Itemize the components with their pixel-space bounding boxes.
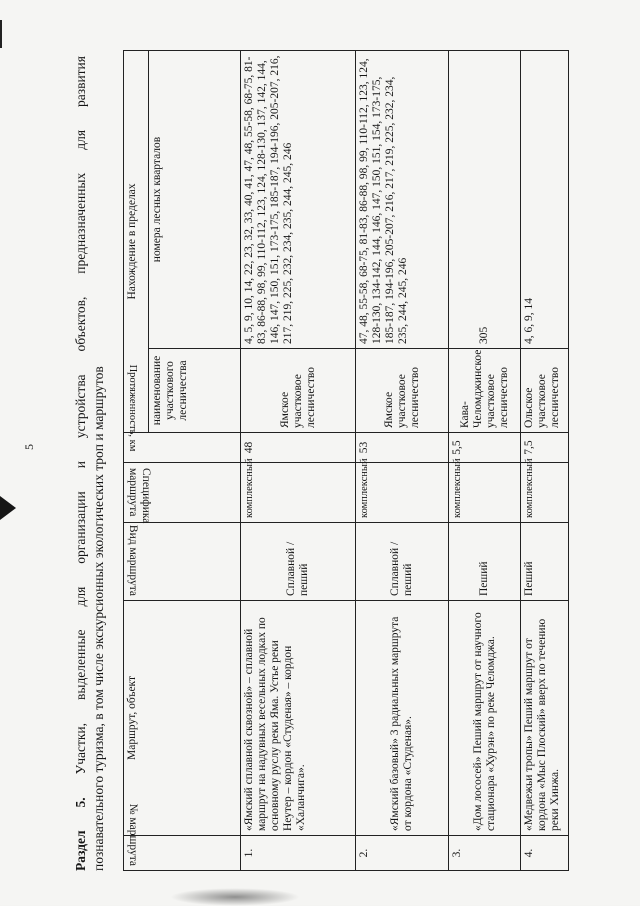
scan-edge-mark: [0, 20, 7, 48]
row-blocks: 305: [449, 51, 521, 349]
row-forestry: Ольское участковое лесничество: [521, 349, 569, 433]
table-row: [356, 51, 449, 871]
heading-text-1: Участки, выделенные для организации и устройства объектов, предназначенных для развития: [73, 56, 88, 775]
header-type: Вид маршрута: [124, 523, 241, 601]
page-number: 5: [22, 444, 36, 450]
row-length: 53: [356, 433, 449, 463]
heading-line-1: [72, 56, 90, 871]
row-spec: комплексный: [241, 463, 356, 523]
scan-smudge: [170, 888, 300, 906]
routes-table: [123, 50, 569, 871]
row-num: 3.: [449, 836, 521, 871]
section-label: Раздел 5.: [73, 797, 88, 871]
row-route: «Ямский сплавной сквозной» – сплавной маршрут на надувных весельных лодках по основному руслу реки Яма. Устье реки Неутер – кордон «Студеная» – кордон «Халанчига».: [241, 601, 356, 836]
header-blocks: номера лесных кварталов: [149, 51, 241, 349]
row-route: «Ямский базовый» 3 радиальных маршрута от кордона «Студеная».: [356, 601, 449, 836]
scan-arrow-mark: [0, 496, 16, 520]
row-length: 5,5: [449, 433, 521, 463]
header-route: Маршрут, объект: [124, 601, 241, 836]
header-forestry: наименование участкового лесничества: [149, 349, 241, 433]
heading-text-2: познавательного туризма, в том числе экскурсионных экологических троп и маршрутов: [91, 366, 106, 871]
row-type: Сплавной /пеший: [241, 523, 356, 601]
header-location: Нахождение в пределах: [124, 51, 149, 433]
table-row: [521, 51, 569, 871]
header-num: № маршрута: [124, 836, 241, 871]
row-type: Сплавной /пеший: [356, 523, 449, 601]
row-forestry: Ямское участковое лесничество: [356, 349, 449, 433]
row-spec: комплексный: [521, 463, 569, 523]
row-type: Пеший: [449, 523, 521, 601]
row-forestry: Ямское участковое лесничество: [241, 349, 356, 433]
row-num: 1.: [241, 836, 356, 871]
row-type: Пеший: [521, 523, 569, 601]
row-route: «Медвежьи тропы» Пеший маршрут от кордона «Мыс Плоский» вверх по течению реки Хинжа.: [521, 601, 569, 836]
row-route: «Дом лососей» Пеший маршрут от научного стационара «Хурэн» по реке Челомджа.: [449, 601, 521, 836]
row-length: 7,5: [521, 433, 569, 463]
row-blocks: 4, 5, 9, 10, 14, 22, 23, 32, 33, 40, 41, 47, 48, 55-58, 68-75, 81-83, 86-88, 98, 99, 110-112, 123, 124, 128-130, 137, 142, 144, 146, 147, 150, 151, 173-175, 185-187, 194-196, 205-207, 216, 217, 219, 225, 232, 234, 235, 244, 245, 246: [241, 51, 356, 349]
table-row: [241, 51, 356, 871]
row-length: 48: [241, 433, 356, 463]
header-spec: Специфика маршрута: [124, 463, 241, 523]
row-spec: комплексный: [356, 463, 449, 523]
row-forestry: Кава-Челомджинское участковое лесничество: [449, 349, 521, 433]
row-num: 2.: [356, 836, 449, 871]
header-row-1: [124, 51, 149, 871]
rotated-document: [20, 23, 560, 883]
row-blocks: 4, 6, 9, 14: [521, 51, 569, 349]
row-spec: комплексный: [449, 463, 521, 523]
row-blocks: 47, 48, 55-58, 68-75, 81-83, 86-88, 98, 99, 110-112, 123, 124, 128-130, 134-142, 144, 146, 147, 150, 151, 154, 173-175, 185-187, 194-196, 205-207, 216, 217, 219, 225, 232, 234, 235, 244, 245, 246: [356, 51, 449, 349]
row-num: 4.: [521, 836, 569, 871]
table-row: [449, 51, 521, 871]
header-length: Протяженность, км: [124, 433, 241, 463]
section-heading: [72, 56, 108, 871]
